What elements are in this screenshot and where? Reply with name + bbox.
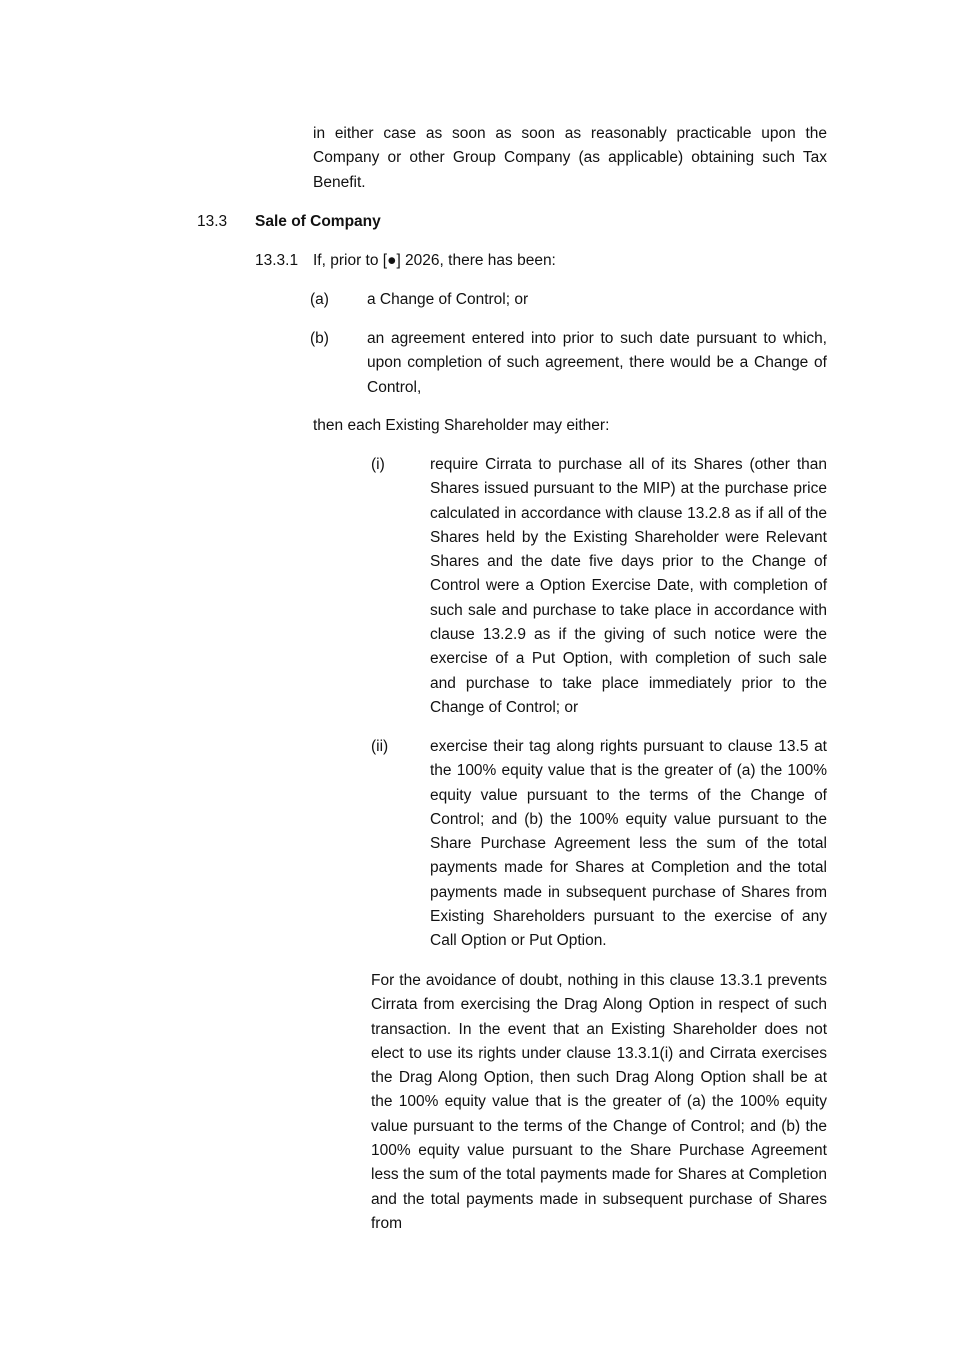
section-title: Sale of Company [255,213,381,230]
intro-paragraph: in either case as soon as soon as reasonably practicable upon the Company or other Group Company (as applicable) obtaining such Tax Benefit. [313,125,827,191]
item-text-a: a Change of Control; or [367,291,529,308]
clause-number: 13.3.1 [255,252,299,269]
option-label-i: (i) [371,456,385,473]
option-text-i: require Cirrata to purchase all of its Shares (other than Shares issued pursuant to the MIP) at the purchase price calculated in accordance with clause 13.2.8 as if all of the Shares held by the Existing Shareholder were Relevant Shares and the date five days prior to the Change of Control were a Option Exercise Date, with completion of such sale and purchase to take place in accordance with clause 13.2.9 as if the giving of such notice were the exercise of a Put Option, with completion of such sale and purchase to take place immediately prior to the Change of Control; or [430,456,827,716]
item-text-b: an agreement entered into prior to such date pursuant to which, upon completion of such agreement, there would be a Change of Control, [367,330,827,396]
item-label-a: (a) [310,291,329,308]
avoidance-paragraph: For the avoidance of doubt, nothing in this clause 13.3.1 prevents Cirrata from exercising the Drag Along Option in respect of such transaction. In the event that an Existing Shareholder does not elect to use its rights under clause 13.3.1(i) and Cirrata exercises the Drag Along Option, then such Drag Along Option shall be at the 100% equity value that is the greater of (a) the 100% equity value pursuant to the terms of the Change of Control; and (b) the 100% equity value pursuant to the Share Purchase Agreement less the sum of the total payments made for Shares at Completion and the total payments made in subsequent purchase of Shares from [371,972,827,1232]
clause-text: If, prior to [●] 2026, there has been: [313,252,556,269]
option-text-ii: exercise their tag along rights pursuant to clause 13.5 at the 100% equity value that is the greater of (a) the 100% equity value pursuant to the terms of the Change of Control; and (b) the 100% equity value pursuant to the Share Purchase Agreement less the sum of the total payments made for Shares at Completion and the total payments made in subsequent purchase of Shares from Existing Shareholders pursuant to the exercise of any Call Option or Put Option. [430,738,827,950]
item-label-b: (b) [310,330,329,347]
option-label-ii: (ii) [371,738,389,755]
section-number: 13.3 [197,213,228,230]
then-text: then each Existing Shareholder may either: [313,417,610,434]
